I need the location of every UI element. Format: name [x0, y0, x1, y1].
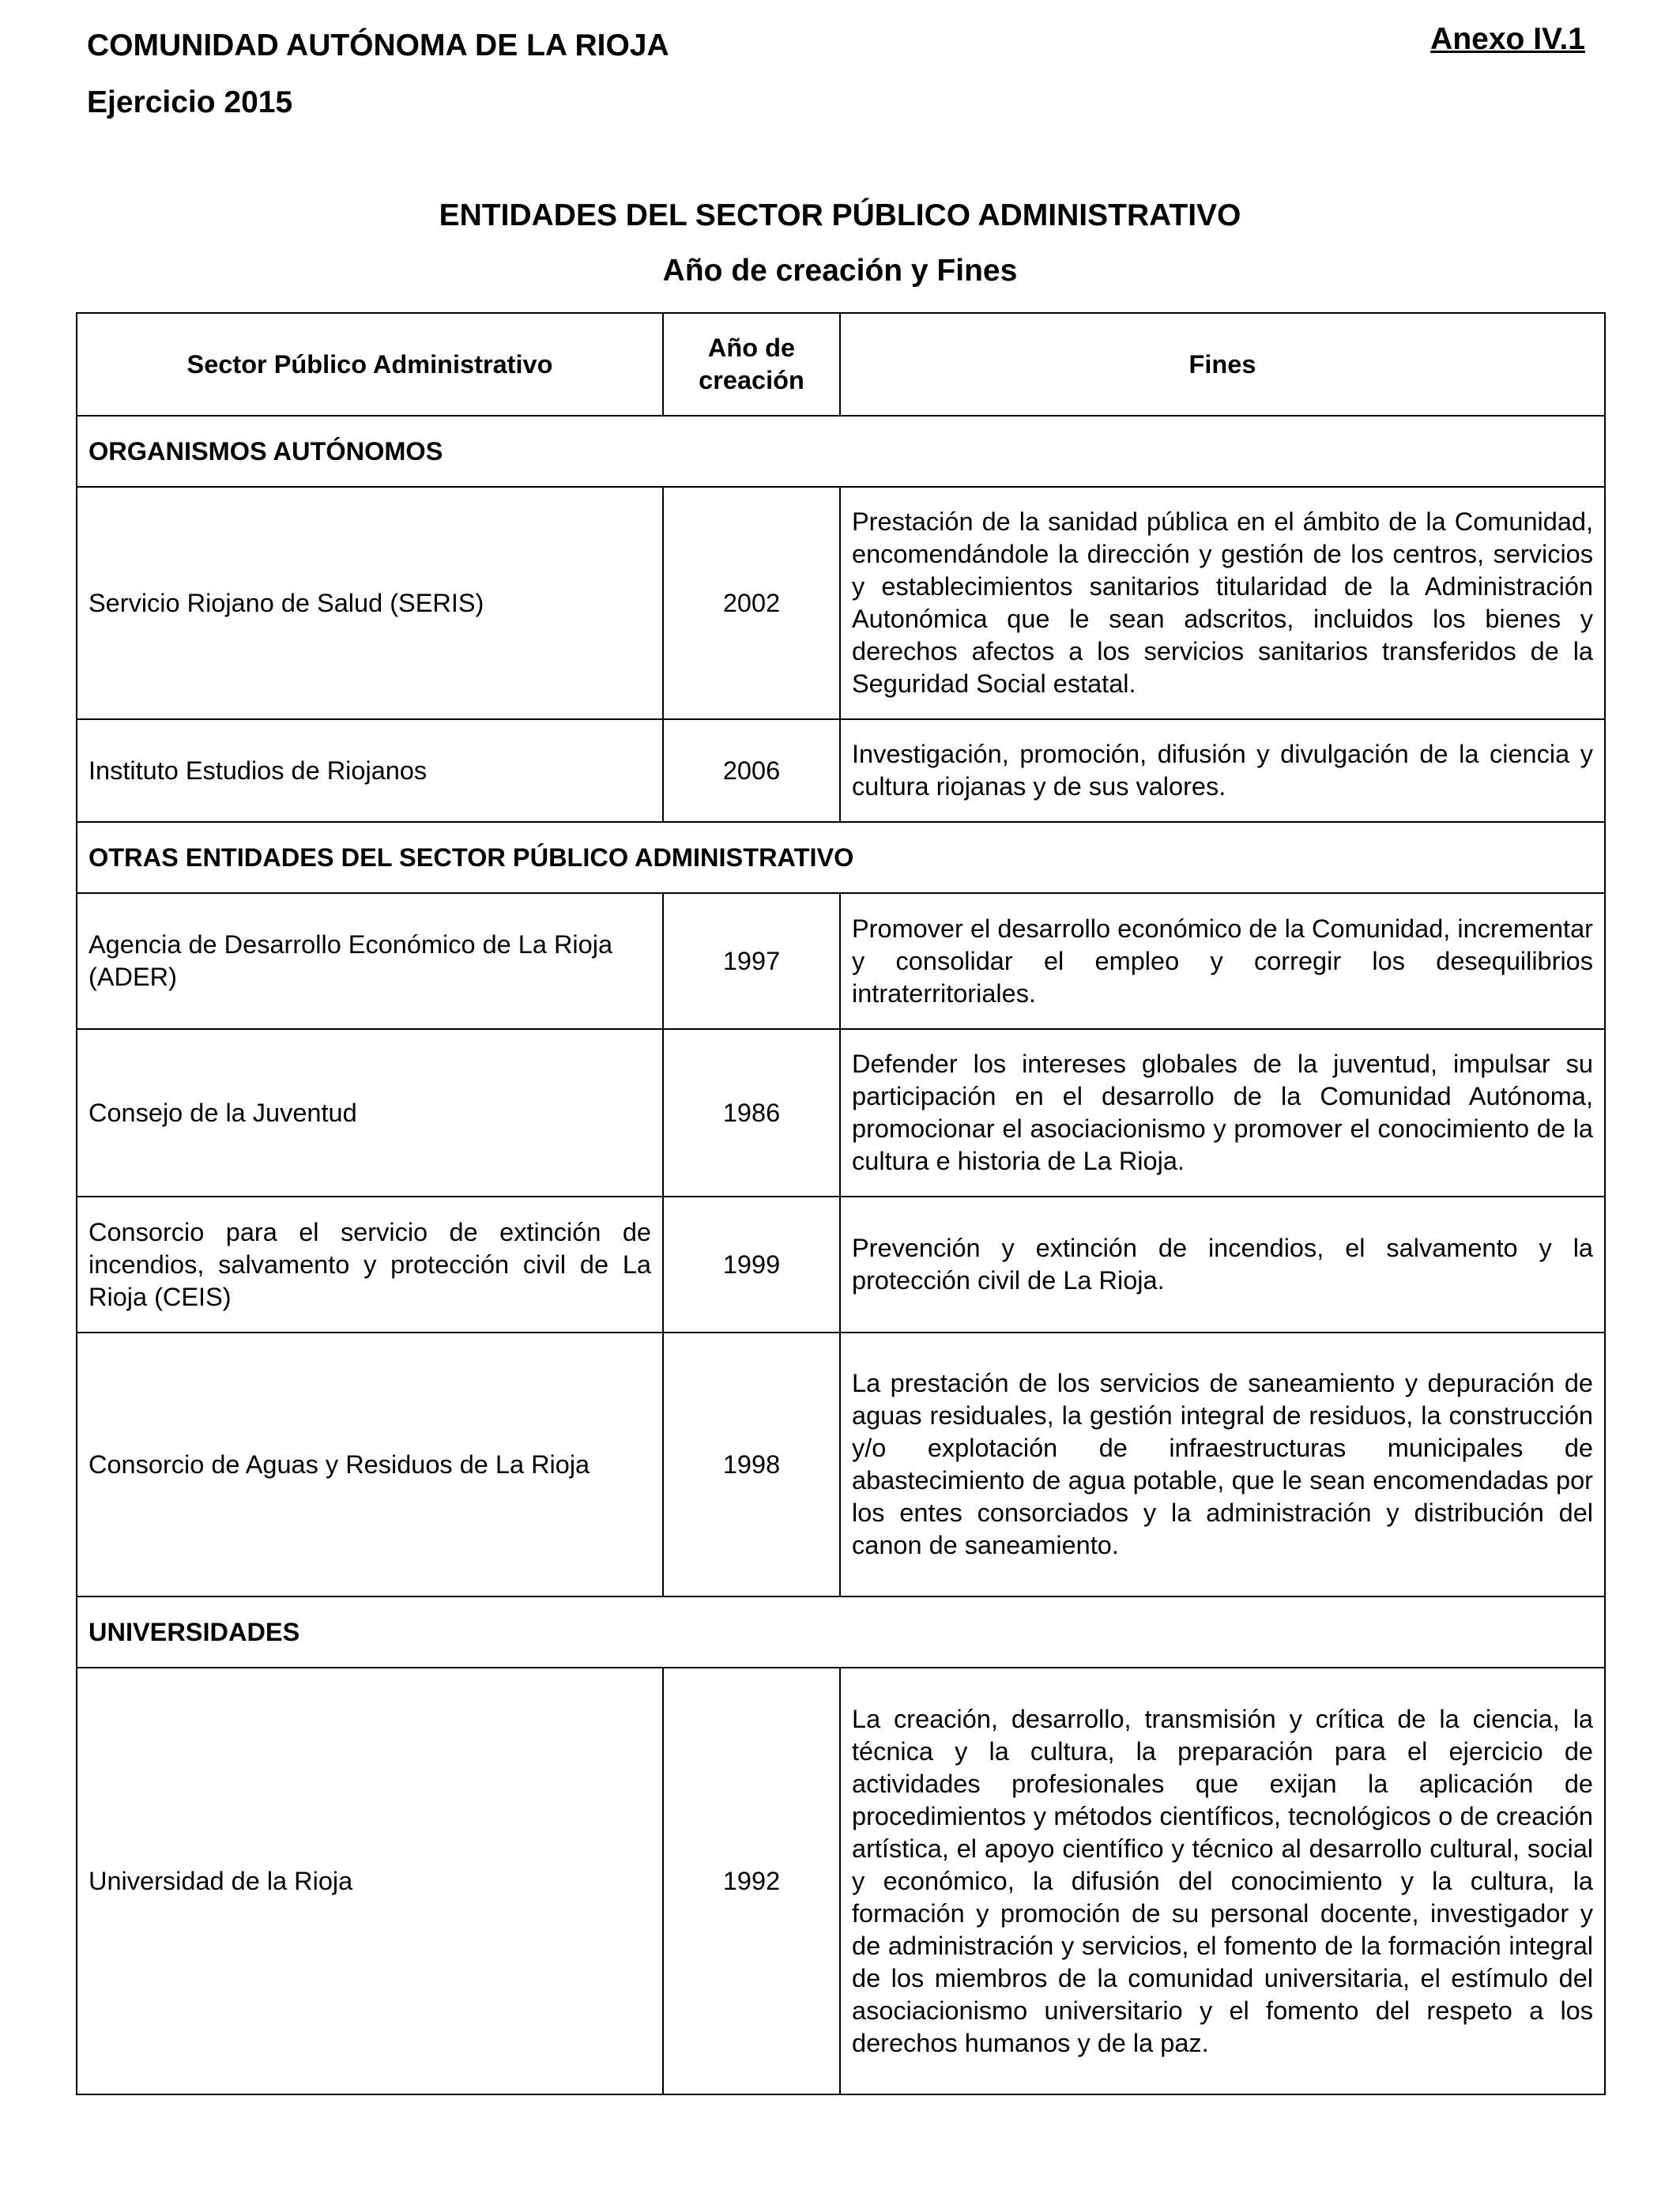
entity-year: 2002 — [663, 487, 840, 719]
table-row — [77, 487, 1605, 719]
entity-aims: Promover el desarrollo económico de la Comunidad, incrementar y consolidar el empleo y corregir los desequilibrios intraterritoriales. — [840, 893, 1605, 1029]
section-title: ORGANISMOS AUTÓNOMOS — [77, 416, 1605, 487]
table-row — [77, 1197, 1605, 1333]
entity-name: Consejo de la Juventud — [77, 1029, 663, 1197]
entities-table — [76, 312, 1606, 2095]
table-header-row — [77, 313, 1605, 416]
entity-year: 2006 — [663, 719, 840, 822]
column-header-year — [663, 313, 840, 416]
entity-aims: Defender los intereses globales de la juventud, impulsar su participación en el desarrollo de la Comunidad Autónoma, promocionar el asociacionismo y promover el conocimiento de la cultura e historia de La Rioja. — [840, 1029, 1605, 1197]
column-header-year-line1: Año de — [707, 334, 796, 362]
entity-year: 1992 — [663, 1668, 840, 2094]
entity-aims: Prestación de la sanidad pública en el ámbito de la Comunidad, encomendándole la dirección y gestión de los centros, servicios y establecimientos sanitarios titularidad de la Administración Autonómica que le sean adscritos, incluidos los bienes y derechos afectos a los servicios sanitarios transferidos de la Seguridad Social estatal. — [840, 487, 1605, 719]
fiscal-year: Ejercicio 2015 — [87, 85, 293, 119]
annex-label: Anexo IV.1 — [1430, 22, 1585, 56]
entity-name: Universidad de la Rioja — [77, 1668, 663, 2094]
table-row — [77, 1333, 1605, 1596]
entity-aims: La creación, desarrollo, transmisión y crítica de la ciencia, la técnica y la cultura, la preparación para el ejercicio de actividades profesionales que exijan la aplicación de procedimientos y métodos científicos, tecnológicos o de creación artística, el apoyo científico y técnico al desarrollo cultural, social y económico, la difusión del conocimiento y la cultura, la formación y promoción de su personal docente, investigador y de administración y servicios, el fomento de la formación integral de los miembros de la comunidad universitaria, el estímulo del asociacionismo universitario y el fomento del respeto a los derechos humanos y de la paz. — [840, 1668, 1605, 2094]
table-row — [77, 1029, 1605, 1197]
table-row — [77, 1668, 1605, 2094]
section-row — [77, 1596, 1605, 1668]
entity-aims: La prestación de los servicios de saneamiento y depuración de aguas residuales, la gestión integral de residuos, la construcción y/o explotación de infraestructuras municipales de abastecimiento de agua potable, que le sean encomendadas por los entes consorciados y la administración y distribución del canon de saneamiento. — [840, 1333, 1605, 1596]
section-row — [77, 416, 1605, 487]
column-header-aims: Fines — [840, 313, 1605, 416]
organization-name: COMUNIDAD AUTÓNOMA DE LA RIOJA — [87, 28, 669, 62]
section-title: OTRAS ENTIDADES DEL SECTOR PÚBLICO ADMINISTRATIVO — [77, 822, 1605, 893]
entity-year: 1999 — [663, 1197, 840, 1333]
section-row — [77, 822, 1605, 893]
table-row — [77, 893, 1605, 1029]
page-subtitle: Año de creación y Fines — [662, 254, 1018, 288]
entity-name: Servicio Riojano de Salud (SERIS) — [77, 487, 663, 719]
entity-year: 1997 — [663, 893, 840, 1029]
entity-name: Instituto Estudios de Riojanos — [77, 719, 663, 822]
entity-name: Consorcio para el servicio de extinción de incendios, salvamento y protección civil de La Rioja (CEIS) — [77, 1197, 663, 1333]
entity-aims: Prevención y extinción de incendios, el salvamento y la protección civil de La Rioja. — [840, 1197, 1605, 1333]
table-row — [77, 719, 1605, 822]
entity-name: Agencia de Desarrollo Económico de La Rioja (ADER) — [77, 893, 663, 1029]
entity-year: 1986 — [663, 1029, 840, 1197]
entity-name: Consorcio de Aguas y Residuos de La Rioja — [77, 1333, 663, 1596]
section-title: UNIVERSIDADES — [77, 1596, 1605, 1668]
document-header — [87, 24, 669, 125]
column-header-year-line2: creación — [699, 366, 804, 394]
entity-aims: Investigación, promoción, difusión y divulgación de la ciencia y cultura riojanas y de sus valores. — [840, 719, 1605, 822]
column-header-sector: Sector Público Administrativo — [77, 313, 663, 416]
entity-year: 1998 — [663, 1333, 840, 1596]
page-title: ENTIDADES DEL SECTOR PÚBLICO ADMINISTRATIVO — [439, 198, 1241, 232]
